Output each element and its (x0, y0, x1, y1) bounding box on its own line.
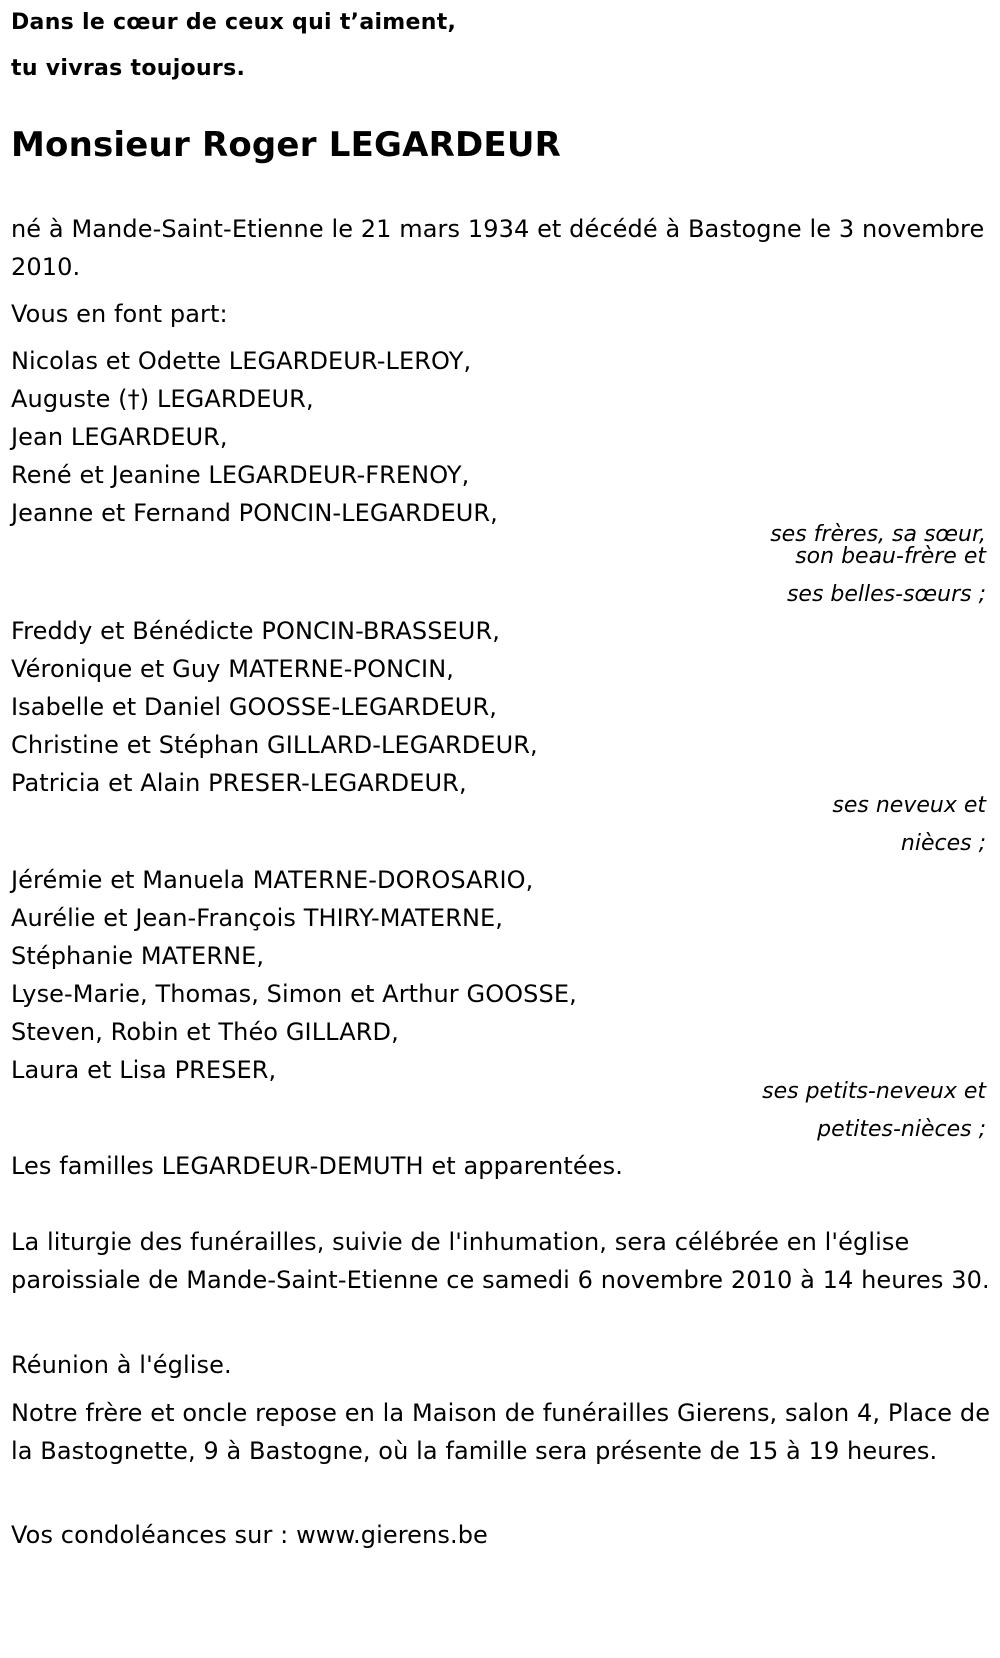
siblings-relation-line: son beau-frère et (795, 544, 986, 569)
siblings-relation-line: ses frères, sa sœur, (770, 522, 986, 547)
announce-text: Vous en font part: (11, 300, 228, 328)
grandnephew-name: Lyse-Marie, Thomas, Simon et Arthur GOOSSE, (11, 980, 577, 1008)
grandnephew-name: Steven, Robin et Théo GILLARD, (11, 1018, 399, 1046)
deceased-name-title: Monsieur Roger LEGARDEUR (11, 125, 562, 165)
grandnephew-name: Stéphanie MATERNE, (11, 942, 265, 970)
condolences-line (11, 1516, 488, 1554)
epigraph-line-1: Dans le cœur de ceux qui t’aiment, (11, 10, 457, 35)
nephew-name: Freddy et Bénédicte PONCIN-BRASSEUR, (11, 617, 500, 645)
reunion-text: Réunion à l'église. (11, 1351, 232, 1379)
grandnephew-name: Laura et Lisa PRESER, (11, 1056, 277, 1084)
rest-place-text: Notre frère et oncle repose en la Maison de funérailles Gierens, salon 4, Place de la Bastognette, 9 à Bastogne, où la famille sera présente de 15 à 19 heures. (11, 1399, 991, 1465)
nephew-name: Patricia et Alain PRESER-LEGARDEUR, (11, 769, 467, 797)
families-text: Les familles LEGARDEUR-DEMUTH et apparentées. (11, 1152, 623, 1180)
sibling-name: René et Jeanine LEGARDEUR-FRENOY, (11, 461, 470, 489)
nephew-name: Véronique et Guy MATERNE-PONCIN, (11, 655, 454, 683)
nephews-relation-line: ses neveux et (832, 793, 986, 818)
sibling-name: Auguste (†) LEGARDEUR, (11, 385, 314, 413)
condolences-link[interactable]: www.gierens.be (296, 1521, 488, 1549)
siblings-relation-line: ses belles-sœurs ; (786, 582, 986, 607)
grandnephew-name: Jérémie et Manuela MATERNE-DOROSARIO, (11, 866, 534, 894)
liturgy-text: La liturgie des funérailles, suivie de l'inhumation, sera célébrée en l'église paroissiale de Mande-Saint-Etienne ce samedi 6 novembre 2010 à 14 heures 30. (11, 1228, 990, 1294)
epigraph-line-2: tu vivras toujours. (11, 56, 246, 81)
sibling-name: Jean LEGARDEUR, (11, 423, 228, 451)
grandnephews-relation-line: petites-nièces ; (817, 1117, 986, 1142)
nephews-relation-line: nièces ; (900, 831, 986, 856)
grandnephew-name: Aurélie et Jean-François THIRY-MATERNE, (11, 904, 504, 932)
nephew-name: Christine et Stéphan GILLARD-LEGARDEUR, (11, 731, 538, 759)
grandnephews-relation-line: ses petits-neveux et (762, 1079, 986, 1104)
condolences-label: Vos condoléances sur : (11, 1521, 297, 1549)
birth-death-text: né à Mande-Saint-Etienne le 21 mars 1934 et décédé à Bastogne le 3 novembre 2010. (11, 215, 985, 281)
nephew-name: Isabelle et Daniel GOOSSE-LEGARDEUR, (11, 693, 497, 721)
sibling-name: Nicolas et Odette LEGARDEUR-LEROY, (11, 347, 472, 375)
sibling-name: Jeanne et Fernand PONCIN-LEGARDEUR, (11, 499, 498, 527)
